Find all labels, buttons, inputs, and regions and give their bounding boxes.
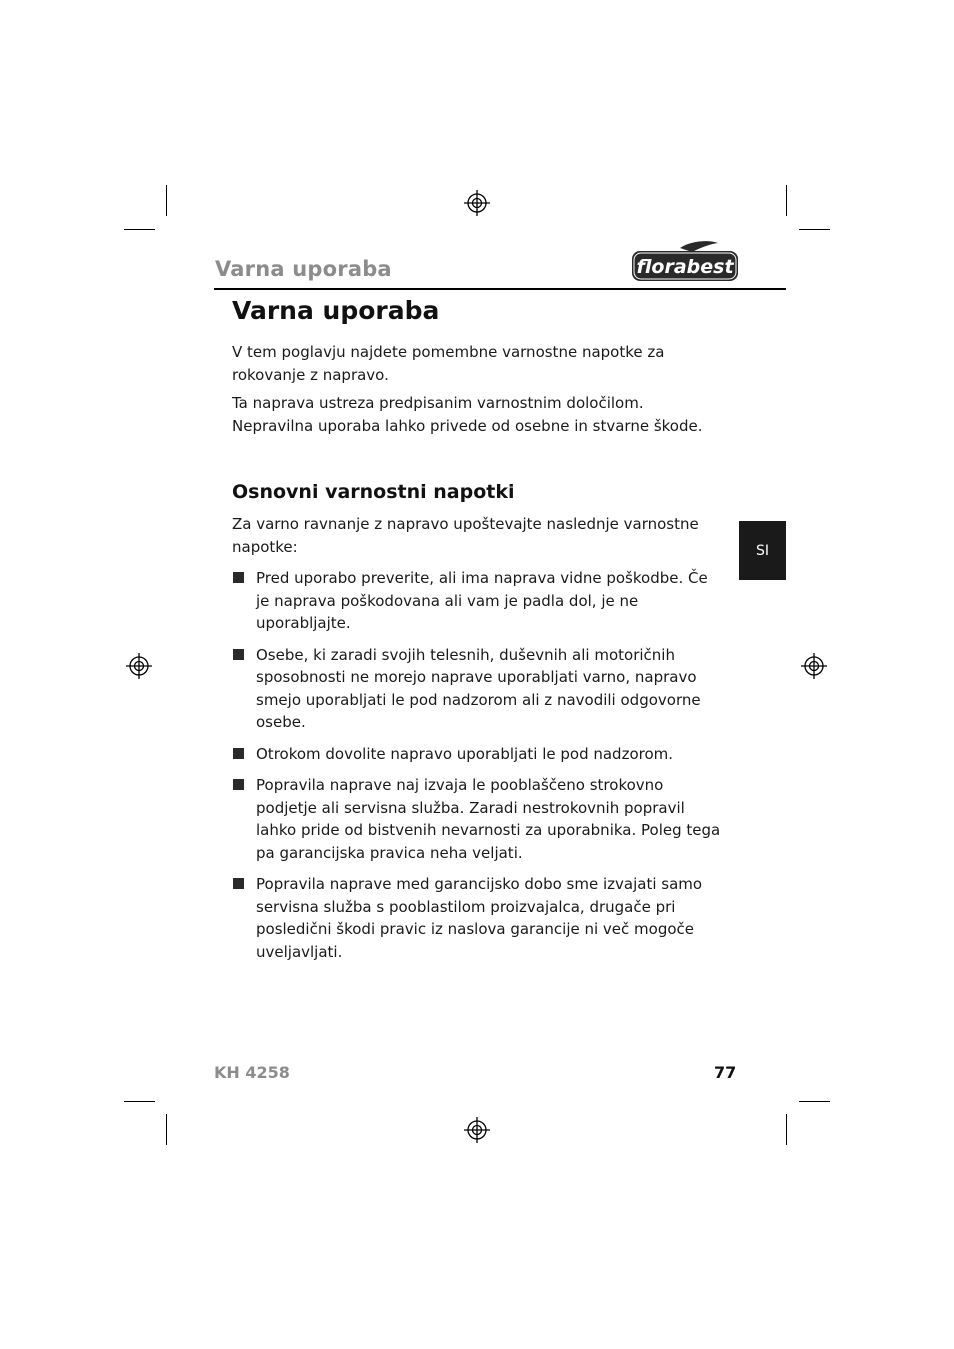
crop-mark xyxy=(786,1114,787,1145)
list-item-text: Popravila naprave naj izvaja le pooblaščeno strokovno podjetje ali servisna služba. Zaradi nestrokovnih popravil lahko pride od bistvenih nevarnosti za uporabnika. Poleg tega pa garancijska pravica neha veljati. xyxy=(256,776,721,862)
running-title: Varna uporaba xyxy=(215,257,392,281)
model-number: KH 4258 xyxy=(214,1063,290,1082)
header-rule xyxy=(214,288,786,290)
registration-mark-icon xyxy=(126,653,152,679)
language-tab: SI xyxy=(739,521,786,580)
crop-mark xyxy=(124,1101,155,1102)
crop-mark xyxy=(166,185,167,216)
list-item xyxy=(232,743,722,766)
list-item xyxy=(232,873,722,963)
list-item-text: Osebe, ki zaradi svojih telesnih, duševnih ali motoričnih sposobnosti ne morejo naprave uporabljati varno, napravo smejo uporabljati le pod nadzorom ali z navodili odgovorne osebe. xyxy=(256,645,701,731)
bullet-square-icon xyxy=(233,878,244,889)
bullet-square-icon xyxy=(233,748,244,759)
section-intro: Za varno ravnanje z napravo upoštevajte naslednje varnostne napotke: xyxy=(232,515,699,556)
safety-list xyxy=(232,567,722,972)
svg-text:florabest: florabest xyxy=(636,256,734,278)
list-item xyxy=(232,774,722,864)
florabest-logo xyxy=(630,240,740,284)
crop-mark xyxy=(786,185,787,216)
registration-mark-icon xyxy=(801,653,827,679)
list-item xyxy=(232,644,722,734)
section-title: Osnovni varnostni napotki xyxy=(232,481,515,503)
page-title: Varna uporaba xyxy=(232,296,440,325)
bullet-square-icon xyxy=(233,572,244,583)
crop-mark xyxy=(799,229,830,230)
registration-mark-icon xyxy=(464,190,490,216)
list-item-text: Otrokom dovolite napravo uporabljati le pod nadzorom. xyxy=(256,744,674,763)
page-number: 77 xyxy=(714,1063,737,1082)
registration-mark-icon xyxy=(464,1117,490,1143)
crop-mark xyxy=(124,229,155,230)
list-item-text: Popravila naprave med garancijsko dobo sme izvajati samo servisna služba s pooblastilom proizvajalca, drugače pri posledični škodi pravic iz naslova garancije ni več mogoče uveljavljati. xyxy=(256,875,703,961)
intro-paragraph: Ta naprava ustreza predpisanim varnostnim določilom. Nepravilna uporaba lahko privede od osebne in stvarne škode. xyxy=(232,394,703,435)
intro-paragraph: V tem poglavju najdete pomembne varnostne napotke za rokovanje z napravo. xyxy=(232,343,665,384)
crop-mark xyxy=(799,1101,830,1102)
bullet-square-icon xyxy=(233,649,244,660)
crop-mark xyxy=(166,1114,167,1145)
bullet-square-icon xyxy=(233,779,244,790)
list-item xyxy=(232,567,722,635)
list-item-text: Pred uporabo preverite, ali ima naprava vidne poškodbe. Če je naprava poškodovana ali vam je padla dol, je ne uporabljajte. xyxy=(256,569,708,632)
